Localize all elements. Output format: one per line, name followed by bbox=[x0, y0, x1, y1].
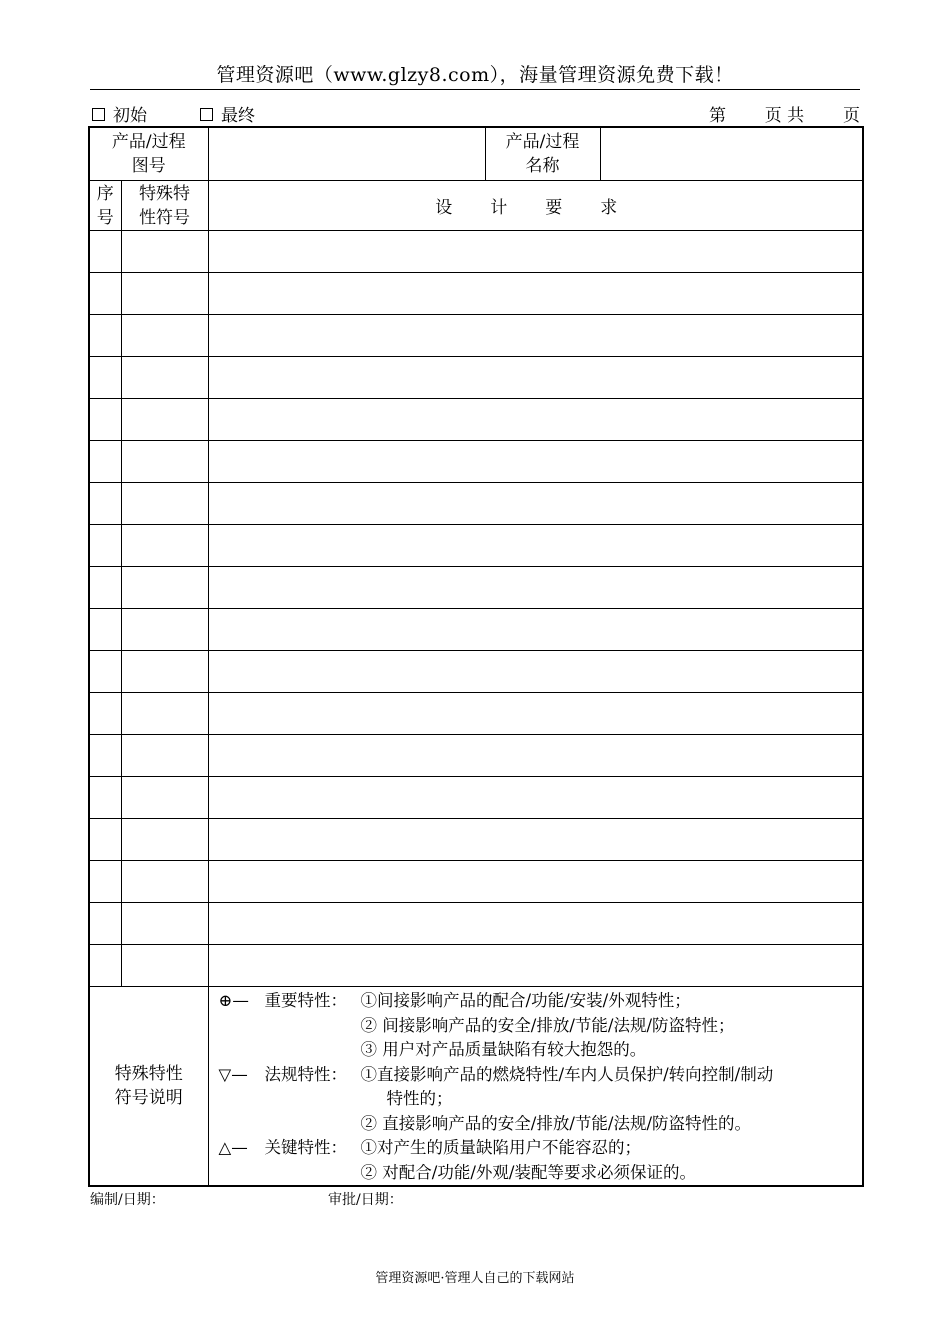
header-row-product bbox=[89, 127, 863, 181]
seq-cell[interactable] bbox=[89, 399, 121, 441]
seq-cell[interactable] bbox=[89, 441, 121, 483]
header-divider bbox=[90, 89, 860, 90]
requirement-cell[interactable] bbox=[208, 357, 863, 399]
table-row bbox=[89, 777, 863, 819]
seq-cell[interactable] bbox=[89, 357, 121, 399]
table-row bbox=[89, 945, 863, 987]
legend-important-line-1: ⊕— 重要特性： ①间接影响产品的配合/功能/安装/外观特性； bbox=[219, 989, 863, 1014]
seq-cell[interactable] bbox=[89, 273, 121, 315]
page-header-title: 管理资源吧（www.glzy8.com），海量管理资源免费下载！ bbox=[216, 64, 734, 86]
table-row bbox=[89, 315, 863, 357]
table-row bbox=[89, 735, 863, 777]
requirement-cell[interactable] bbox=[208, 861, 863, 903]
seq-cell[interactable] bbox=[89, 693, 121, 735]
legend-label-cell: 特殊特性 符号说明 bbox=[89, 987, 208, 1187]
seq-cell[interactable] bbox=[89, 777, 121, 819]
symbol-cell[interactable] bbox=[121, 777, 208, 819]
table-row bbox=[89, 483, 863, 525]
symbol-cell[interactable] bbox=[121, 945, 208, 987]
table-row bbox=[89, 693, 863, 735]
seq-cell[interactable] bbox=[89, 483, 121, 525]
signoff-row bbox=[90, 1189, 860, 1209]
regulatory-symbol: ▽— bbox=[218, 1064, 248, 1084]
table-row bbox=[89, 819, 863, 861]
legend-content bbox=[208, 987, 863, 1187]
seq-cell[interactable] bbox=[89, 609, 121, 651]
requirement-cell[interactable] bbox=[208, 945, 863, 987]
symbol-cell[interactable] bbox=[121, 693, 208, 735]
seq-cell[interactable] bbox=[89, 651, 121, 693]
symbol-cell[interactable] bbox=[121, 651, 208, 693]
table-row bbox=[89, 399, 863, 441]
symbol-header: 特殊特 性符号 bbox=[121, 181, 208, 231]
page-footer: 管理资源吧·管理人自己的下载网站 bbox=[375, 1271, 575, 1286]
symbol-cell[interactable] bbox=[121, 525, 208, 567]
key-symbol: △— bbox=[218, 1138, 248, 1157]
table-row bbox=[89, 903, 863, 945]
seq-cell[interactable] bbox=[89, 231, 121, 273]
seq-cell[interactable] bbox=[89, 735, 121, 777]
product-name-input[interactable] bbox=[600, 127, 863, 181]
page-counter bbox=[709, 101, 860, 126]
product-drawing-label-cell: 产品/过程 图号 bbox=[89, 127, 208, 181]
design-requirements-title: 设计要求 bbox=[435, 198, 656, 218]
requirement-cell[interactable] bbox=[208, 273, 863, 315]
final-checkbox[interactable] bbox=[200, 108, 213, 121]
table-row bbox=[89, 441, 863, 483]
symbol-cell[interactable] bbox=[121, 231, 208, 273]
table-row bbox=[89, 357, 863, 399]
header-row-columns bbox=[89, 181, 863, 231]
seq-header: 序 号 bbox=[89, 181, 121, 231]
requirement-cell[interactable] bbox=[208, 315, 863, 357]
legend-key-line-2: ② 对配合/功能/外观/装配等要求必须保证的。 bbox=[360, 1162, 696, 1182]
requirement-cell[interactable] bbox=[208, 651, 863, 693]
design-requirements-header bbox=[208, 181, 863, 231]
product-name-label-cell: 产品/过程 名称 bbox=[485, 127, 600, 181]
symbol-cell[interactable] bbox=[121, 483, 208, 525]
symbol-cell[interactable] bbox=[121, 609, 208, 651]
requirement-cell[interactable] bbox=[208, 441, 863, 483]
symbol-cell[interactable] bbox=[121, 357, 208, 399]
legend-regulatory-line-2: 特性的； bbox=[386, 1089, 453, 1108]
requirement-cell[interactable] bbox=[208, 903, 863, 945]
initial-checkbox[interactable] bbox=[92, 108, 105, 121]
requirement-cell[interactable] bbox=[208, 231, 863, 273]
symbol-cell[interactable] bbox=[121, 315, 208, 357]
symbol-cell[interactable] bbox=[121, 273, 208, 315]
table-row bbox=[89, 861, 863, 903]
legend-important-line-3: ③ 用户对产品质量缺陷有较大抱怨的。 bbox=[360, 1040, 647, 1059]
table-row bbox=[89, 609, 863, 651]
requirement-cell[interactable] bbox=[208, 819, 863, 861]
requirements-rows bbox=[89, 231, 863, 987]
requirement-cell[interactable] bbox=[208, 609, 863, 651]
legend-key-line-1: △— 关键特性： ①对产生的质量缺陷用户不能容忍的； bbox=[219, 1136, 863, 1161]
table-row bbox=[89, 525, 863, 567]
requirement-cell[interactable] bbox=[208, 735, 863, 777]
requirement-cell[interactable] bbox=[208, 525, 863, 567]
final-option[interactable] bbox=[200, 101, 255, 126]
table-row bbox=[89, 273, 863, 315]
page-suffix: 页 bbox=[843, 106, 860, 126]
seq-cell[interactable] bbox=[89, 819, 121, 861]
legend-important-line-2: ② 间接影响产品的安全/排放/节能/法规/防盗特性； bbox=[360, 1015, 735, 1035]
seq-cell[interactable] bbox=[89, 315, 121, 357]
symbol-cell[interactable] bbox=[121, 861, 208, 903]
symbol-cell[interactable] bbox=[121, 399, 208, 441]
symbol-cell[interactable] bbox=[121, 903, 208, 945]
table-row bbox=[89, 651, 863, 693]
important-symbol: ⊕— bbox=[218, 991, 249, 1010]
final-label: 最终 bbox=[221, 106, 255, 126]
symbol-cell[interactable] bbox=[121, 567, 208, 609]
seq-cell[interactable] bbox=[89, 861, 121, 903]
page-mid: 页 共 bbox=[764, 106, 805, 126]
requirement-cell[interactable] bbox=[208, 693, 863, 735]
seq-cell[interactable] bbox=[89, 567, 121, 609]
status-row bbox=[90, 101, 860, 125]
requirement-cell[interactable] bbox=[208, 777, 863, 819]
requirement-cell[interactable] bbox=[208, 399, 863, 441]
table-row bbox=[89, 567, 863, 609]
design-requirements-table bbox=[88, 126, 864, 1187]
prepared-by-label: 编制/日期： bbox=[90, 1192, 165, 1208]
page-prefix: 第 bbox=[708, 106, 726, 126]
initial-label: 初始 bbox=[113, 106, 147, 126]
symbol-cell[interactable] bbox=[121, 819, 208, 861]
legend-regulatory-line-1: ▽— 法规特性： ①直接影响产品的燃烧特性/车内人员保护/转向控制/制动 bbox=[219, 1063, 863, 1088]
symbol-cell[interactable] bbox=[121, 735, 208, 777]
initial-option[interactable] bbox=[92, 101, 147, 126]
product-drawing-input[interactable] bbox=[208, 127, 485, 181]
requirement-cell[interactable] bbox=[208, 567, 863, 609]
approved-by-label: 审批/日期： bbox=[328, 1192, 403, 1208]
symbol-cell[interactable] bbox=[121, 441, 208, 483]
seq-cell[interactable] bbox=[89, 525, 121, 567]
legend-row bbox=[89, 987, 863, 1187]
seq-cell[interactable] bbox=[89, 903, 121, 945]
table-row bbox=[89, 231, 863, 273]
seq-cell[interactable] bbox=[89, 945, 121, 987]
requirement-cell[interactable] bbox=[208, 483, 863, 525]
legend-regulatory-line-3: ② 直接影响产品的安全/排放/节能/法规/防盗特性的。 bbox=[360, 1113, 751, 1133]
